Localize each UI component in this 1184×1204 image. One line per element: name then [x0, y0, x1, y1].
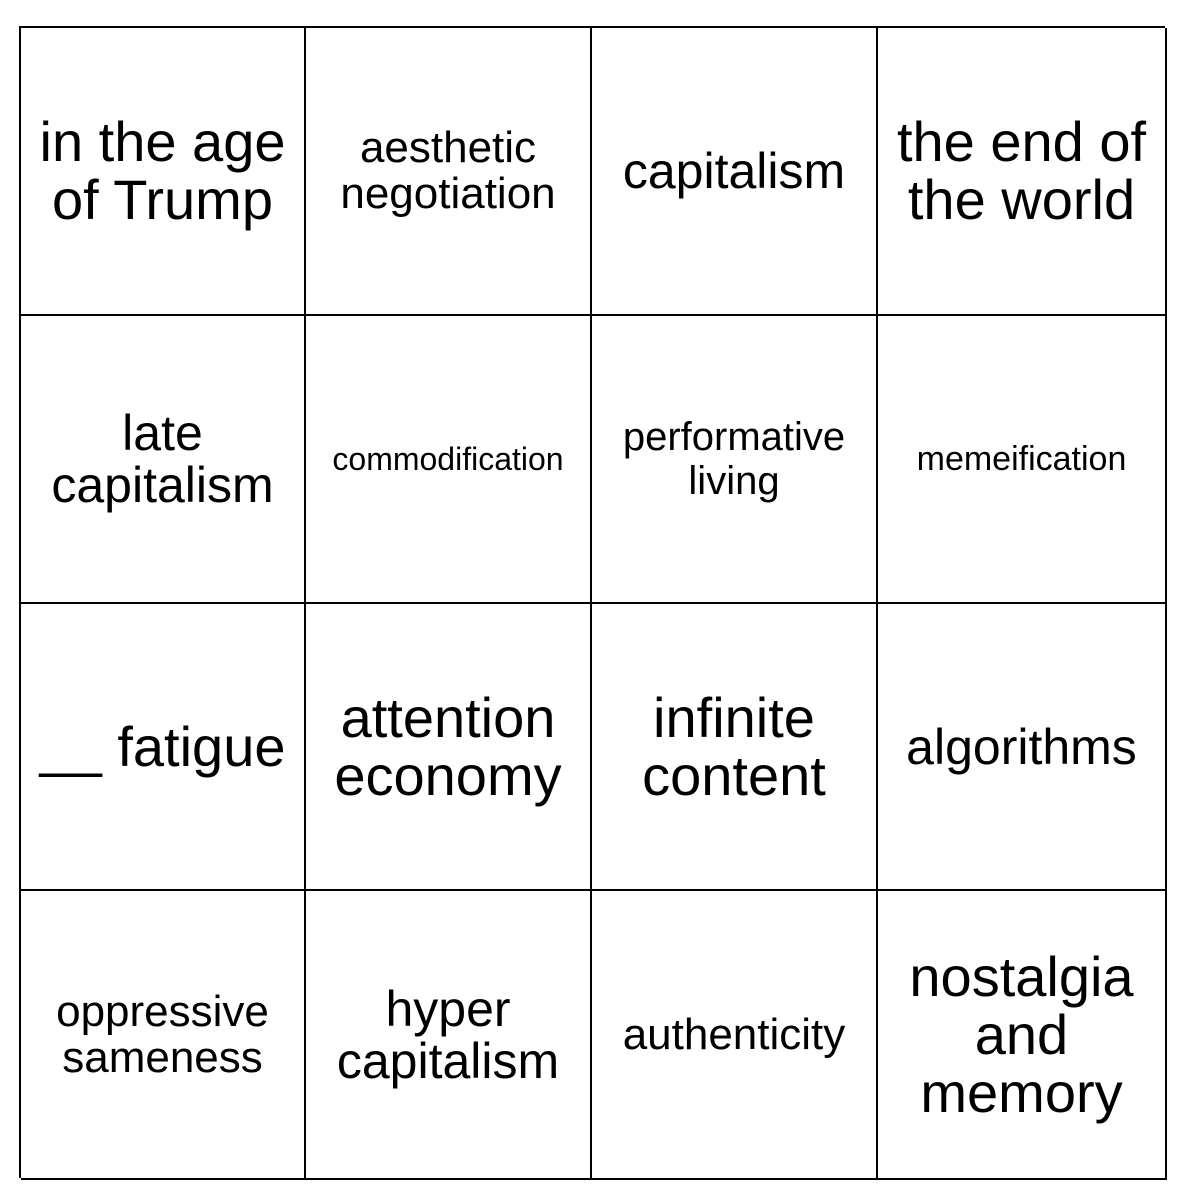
- bingo-cell-late-capitalism: [21, 316, 306, 604]
- cell-label: in the age of Trump: [39, 110, 286, 231]
- bingo-grid: [19, 26, 1165, 1178]
- bingo-cell-aesthetic-negotiation: [306, 28, 592, 316]
- bingo-cell-hyper-capitalism: [306, 891, 592, 1180]
- cell-label: commodification: [332, 441, 564, 477]
- bingo-cell-oppressive-sameness: [21, 891, 306, 1180]
- cell-label: oppressive sameness: [56, 986, 269, 1082]
- cell-label: hyper capitalism: [336, 980, 560, 1089]
- cell-label: performative living: [622, 415, 846, 503]
- bingo-cell-commodification: [306, 316, 592, 604]
- cell-label: algorithms: [906, 718, 1137, 775]
- bingo-cell-algorithms: [878, 604, 1167, 891]
- cell-label: infinite content: [642, 685, 826, 807]
- cell-label: late capitalism: [51, 405, 274, 513]
- cell-label: nostalgia and memory: [909, 944, 1134, 1124]
- bingo-cell-the-end-of-the-world: [878, 28, 1167, 316]
- cell-label: __ fatigue: [39, 714, 286, 778]
- bingo-cell-infinite-content: [592, 604, 878, 891]
- cell-label: authenticity: [622, 1009, 846, 1059]
- bingo-cell-performative-living: [592, 316, 878, 604]
- bingo-cell-attention-economy: [306, 604, 592, 891]
- cell-label: capitalism: [622, 143, 846, 199]
- bingo-cell-blank-fatigue: [21, 604, 306, 891]
- bingo-cell-nostalgia-and-memory: [878, 891, 1167, 1180]
- bingo-cell-memeification: [878, 316, 1167, 604]
- cell-label: the end of the world: [896, 110, 1147, 231]
- cell-label: attention economy: [334, 685, 562, 807]
- cell-label: aesthetic negotiation: [340, 123, 556, 218]
- cell-label: memeification: [916, 440, 1127, 478]
- bingo-cell-in-the-age-of-trump: [21, 28, 306, 316]
- bingo-cell-authenticity: [592, 891, 878, 1180]
- bingo-cell-capitalism: [592, 28, 878, 316]
